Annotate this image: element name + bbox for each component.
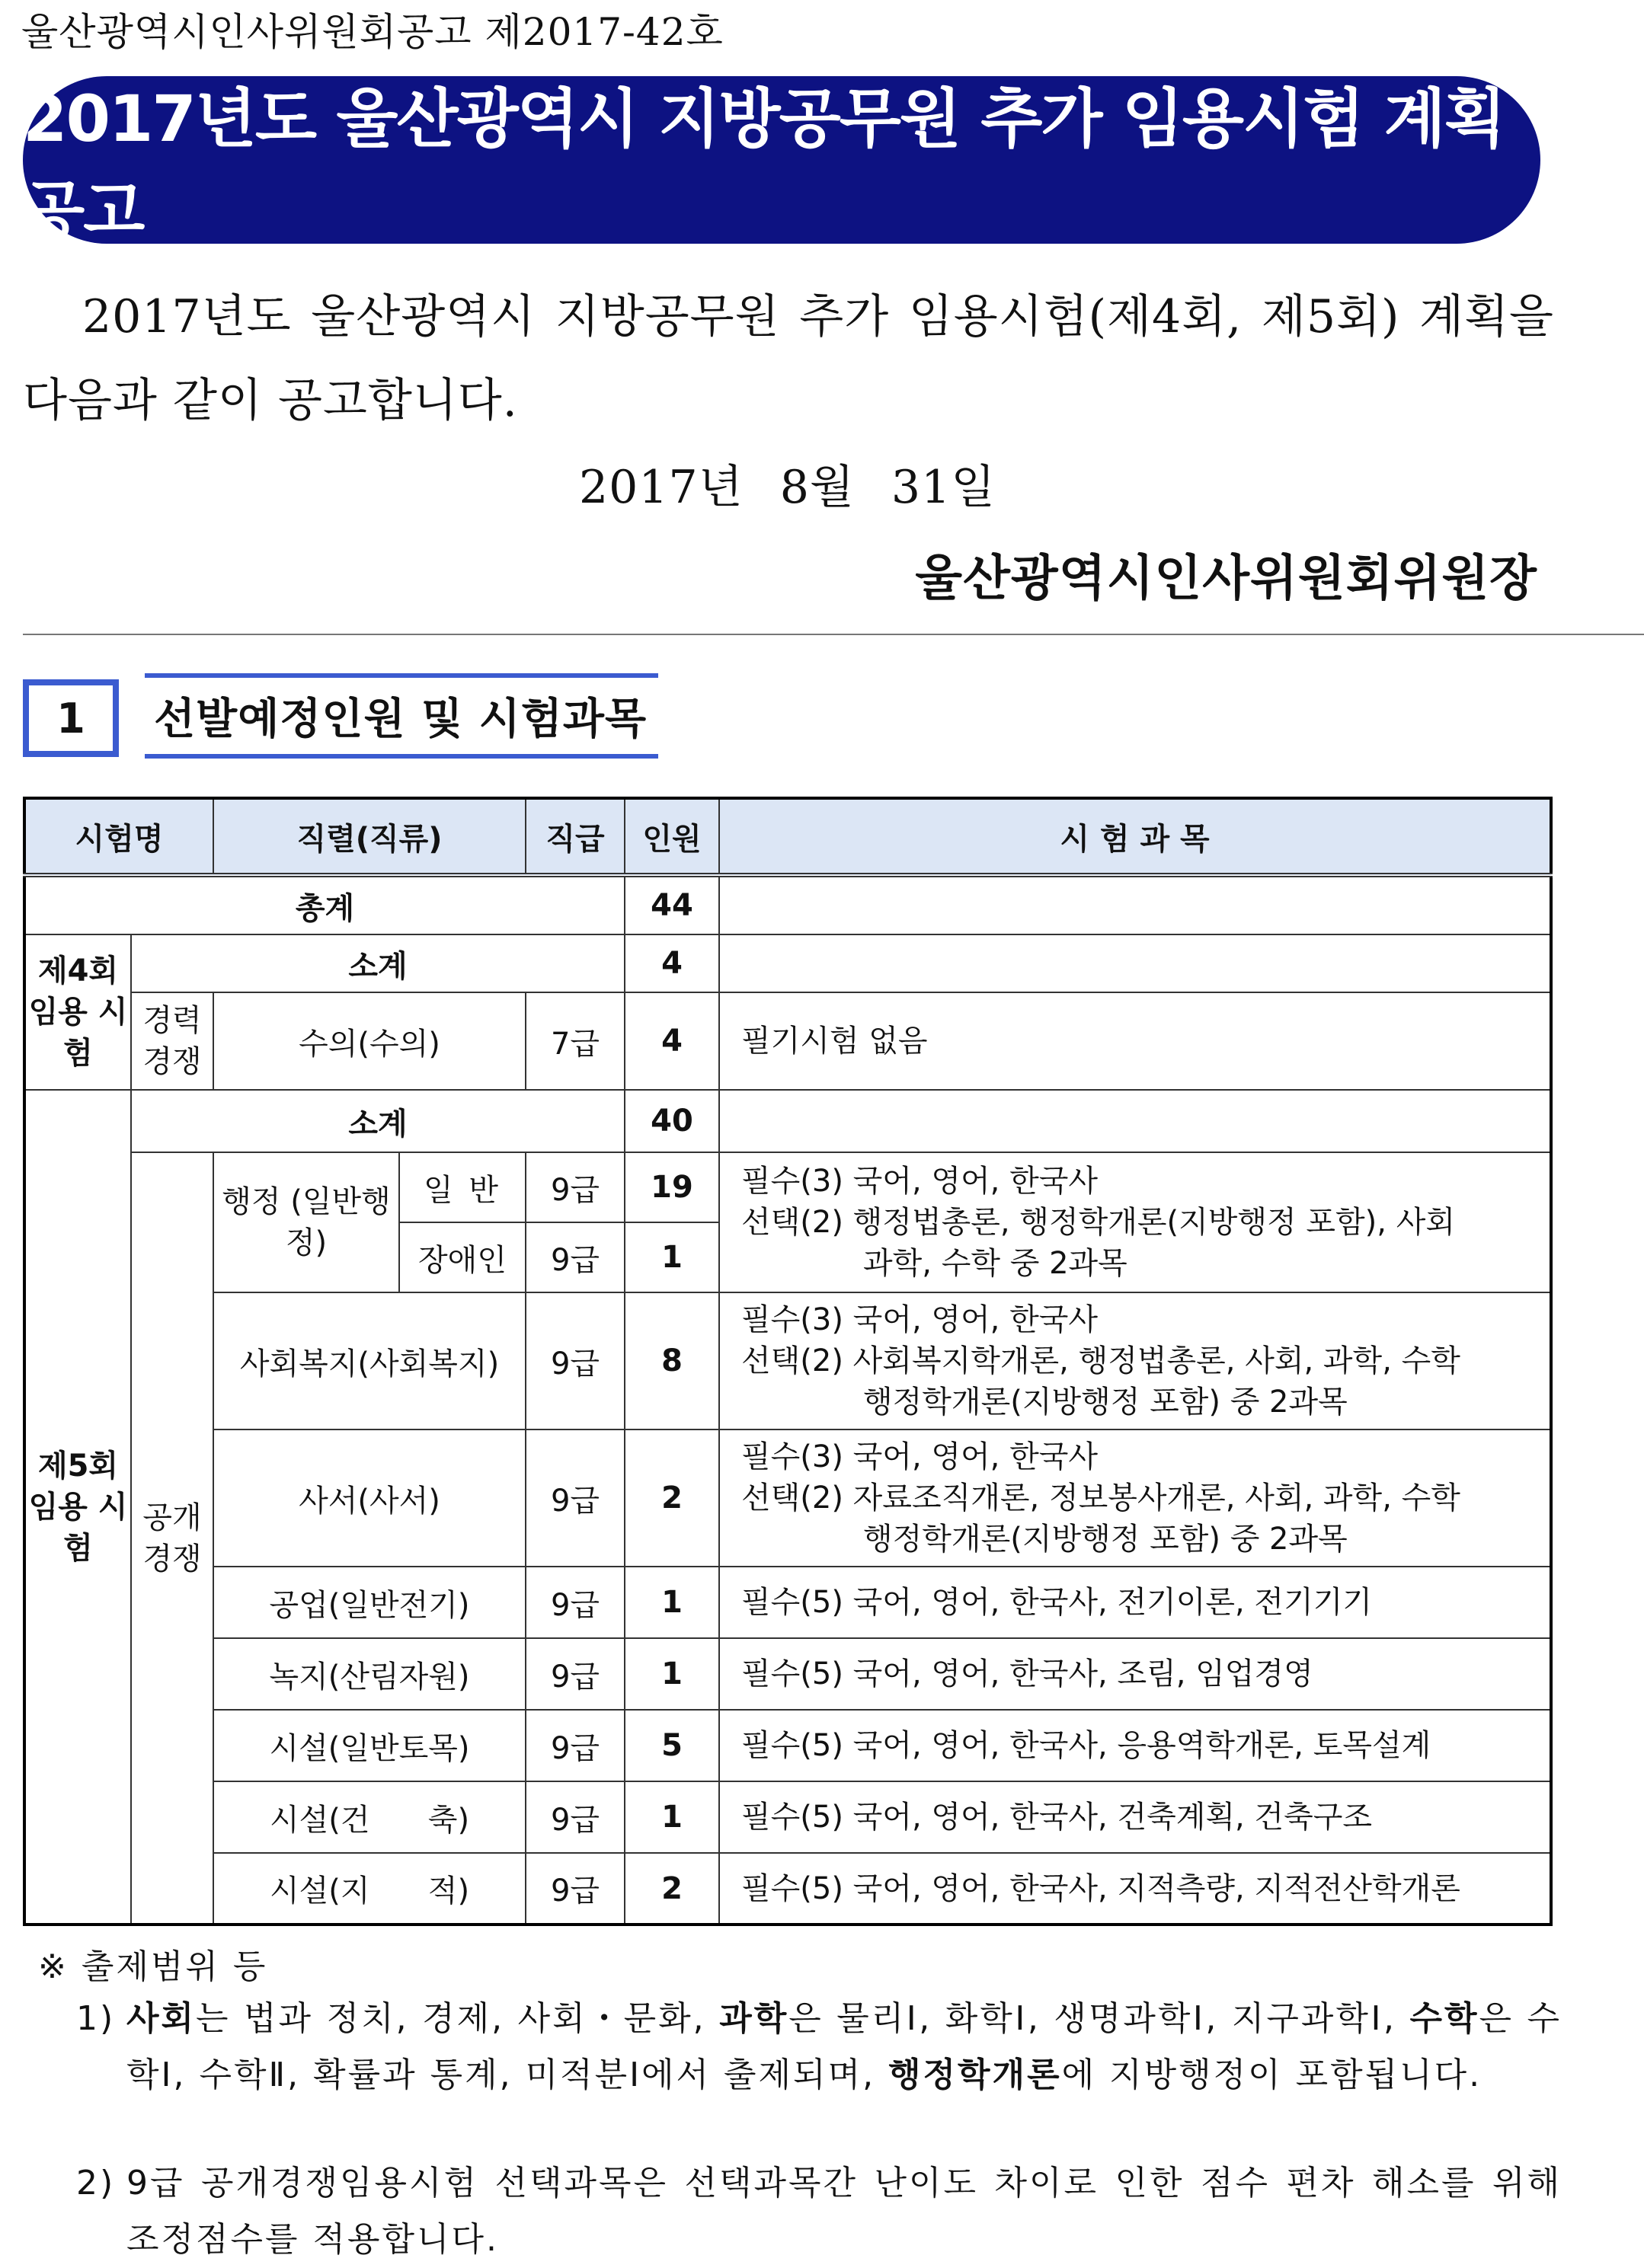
grade-cell: 9급 [526, 1222, 625, 1292]
count-cell: 1 [625, 1638, 719, 1710]
count-cell: 4 [625, 992, 719, 1090]
intro-text-line2: 다음과 같이 공고합니다. [23, 374, 518, 427]
subjects-line: 행정학개론(지방행정 포함) 중 2과목 [863, 1522, 1348, 1557]
total-label: 총계 [24, 875, 625, 934]
grade-cell: 9급 [526, 1781, 625, 1853]
note-fragment: 은 물리Ⅰ, 화학Ⅰ, 생명과학Ⅰ, 지구과학Ⅰ, [788, 1999, 1410, 2038]
grade-cell: 9급 [526, 1638, 625, 1710]
count-cell: 8 [625, 1292, 719, 1429]
subjects-cell [719, 1152, 1551, 1292]
subjects-cell: 필수(5) 국어, 영어, 한국사, 건축계획, 건축구조 [719, 1781, 1551, 1853]
count-cell: 5 [625, 1710, 719, 1781]
subjects-line: 선택(2) 행정법총론, 행정학개론(지방행정 포함), 사회 [741, 1205, 1455, 1240]
series-cell: 시설(일반토목) [213, 1710, 526, 1781]
subjects-line: 필수(3) 국어, 영어, 한국사 [741, 1164, 1099, 1199]
grade-cell: 9급 [526, 1429, 625, 1567]
table-row [24, 1567, 1551, 1638]
note-item [76, 1991, 1562, 2103]
subjects-cell: 필수(5) 국어, 영어, 한국사, 조림, 임업경영 [719, 1638, 1551, 1710]
grade-cell: 9급 [526, 1152, 625, 1222]
count-cell: 19 [625, 1152, 719, 1222]
series-cell: 시설(건 축) [213, 1781, 526, 1853]
note-text: 9급 공개경쟁임용시험 선택과목은 선택과목간 난이도 차이로 인한 점수 편차 해소를 위해 조정점수를 적용합니다. [126, 2164, 1562, 2259]
header-subjects: 시 험 과 목 [719, 798, 1551, 875]
subjects-line: 과학, 수학 중 2과목 [863, 1246, 1127, 1281]
subjects-line: 필수(3) 국어, 영어, 한국사 [741, 1302, 1099, 1337]
note-bold-term: 과학 [719, 1999, 789, 2038]
table-row [24, 1292, 1551, 1429]
series-cell: 녹지(산림자원) [213, 1638, 526, 1710]
announcement-number: 울산광역시인사위원회공고 제2017-42호 [21, 10, 724, 54]
note-bold-term: 수학 [1409, 1999, 1479, 2038]
subjects-line: 필수(3) 국어, 영어, 한국사 [741, 1439, 1099, 1474]
announcement-date: 2017년 8월 31일 [579, 461, 996, 514]
note-fragment: 에 지방행정이 포함됩니다. [1061, 2056, 1482, 2094]
title-banner [23, 76, 1540, 248]
note-fragment: 는 법과 정치, 경제, 사회・문화, [196, 1999, 720, 2038]
grade-cell: 9급 [526, 1710, 625, 1781]
series-cell: 행정 (일반행정) [213, 1152, 399, 1292]
subjects-cell: 필기시험 없음 [719, 992, 1551, 1090]
subjects-line: 행정학개론(지방행정 포함) 중 2과목 [863, 1385, 1348, 1420]
table-row [24, 1853, 1551, 1925]
note-bold-term: 사회 [126, 1999, 197, 2038]
count-cell: 2 [625, 1853, 719, 1925]
table-row [24, 1710, 1551, 1781]
table-row [24, 875, 1551, 934]
header-exam: 시험명 [24, 798, 213, 875]
series-cell: 수의(수의) [213, 992, 526, 1090]
sub-series-cell: 일 반 [399, 1152, 526, 1222]
count-cell: 1 [625, 1567, 719, 1638]
exam5-category: 공개 경쟁 [131, 1152, 213, 1925]
count-cell: 1 [625, 1222, 719, 1292]
total-count: 44 [625, 875, 719, 934]
sub-series-cell: 장애인 [399, 1222, 526, 1292]
exam4-category: 경력 경쟁 [131, 992, 213, 1090]
table-row [24, 1781, 1551, 1853]
series-cell: 공업(일반전기) [213, 1567, 526, 1638]
note-bold-term: 행정학개론 [888, 2056, 1062, 2094]
series-cell: 사회복지(사회복지) [213, 1292, 526, 1429]
note-number: 1) [76, 1999, 116, 2038]
page-title: 2017년도 울산광역시 지방공무원 추가 임용시험 계획 공고 [23, 81, 1505, 248]
header-grade: 직급 [526, 798, 625, 875]
table-row [24, 1638, 1551, 1710]
empty-cell [719, 875, 1551, 934]
grade-cell: 7급 [526, 992, 625, 1090]
table-row [24, 992, 1551, 1090]
exam5-name: 제5회 임용 시험 [24, 1090, 131, 1925]
note-number: 2) [76, 2164, 116, 2203]
note-fragment: 은 수학Ⅰ, 수학Ⅱ, 확률과 통계, 미적분Ⅰ에서 출제되며, [126, 1999, 1562, 2094]
exam4-subtotal: 4 [625, 934, 719, 992]
series-cell: 사서(사서) [213, 1429, 526, 1567]
subjects-cell: 필수(5) 국어, 영어, 한국사, 응용역학개론, 토목설계 [719, 1710, 1551, 1781]
exam5-subtotal: 40 [625, 1090, 719, 1152]
grade-cell: 9급 [526, 1853, 625, 1925]
note-text [76, 1991, 1562, 2103]
section-number: 1 [56, 694, 85, 743]
subjects-cell: 필수(5) 국어, 영어, 한국사, 전기이론, 전기기기 [719, 1567, 1551, 1638]
note-item [76, 2155, 1562, 2268]
count-cell: 2 [625, 1429, 719, 1567]
exam5-subtotal-label: 소계 [131, 1090, 625, 1152]
subjects-line: 선택(2) 자료조직개론, 정보봉사개론, 사회, 과학, 수학 [741, 1481, 1460, 1516]
series-cell: 시설(지 적) [213, 1853, 526, 1925]
table-row [24, 934, 1551, 992]
empty-cell [719, 934, 1551, 992]
subjects-line: 선택(2) 사회복지학개론, 행정법총론, 사회, 과학, 수학 [741, 1343, 1460, 1378]
header-series: 직렬(직류) [213, 798, 526, 875]
signer: 울산광역시인사위원회위원장 [915, 551, 1537, 607]
subjects-cell [719, 1292, 1551, 1429]
section-title: 선발예정인원 및 시험과목 [145, 673, 658, 759]
divider [23, 634, 1644, 635]
empty-cell [719, 1090, 1551, 1152]
table-row [24, 1152, 1551, 1222]
notes-title: ※ 출제범위 등 [38, 1947, 268, 1986]
exam4-subtotal-label: 소계 [131, 934, 625, 992]
exam4-name: 제4회 임용 시험 [24, 934, 131, 1090]
grade-cell: 9급 [526, 1567, 625, 1638]
header-count: 인원 [625, 798, 719, 875]
subjects-cell [719, 1429, 1551, 1567]
exam-table [23, 797, 1553, 1926]
section-number-box [23, 679, 119, 757]
table-row [24, 1090, 1551, 1152]
grade-cell: 9급 [526, 1292, 625, 1429]
count-cell: 1 [625, 1781, 719, 1853]
table-header-row [24, 798, 1551, 875]
intro-text-line1: 2017년도 울산광역시 지방공무원 추가 임용시험(제4회, 제5회) 계획을 [82, 290, 1554, 343]
table-row [24, 1429, 1551, 1567]
subjects-cell: 필수(5) 국어, 영어, 한국사, 지적측량, 지적전산학개론 [719, 1853, 1551, 1925]
